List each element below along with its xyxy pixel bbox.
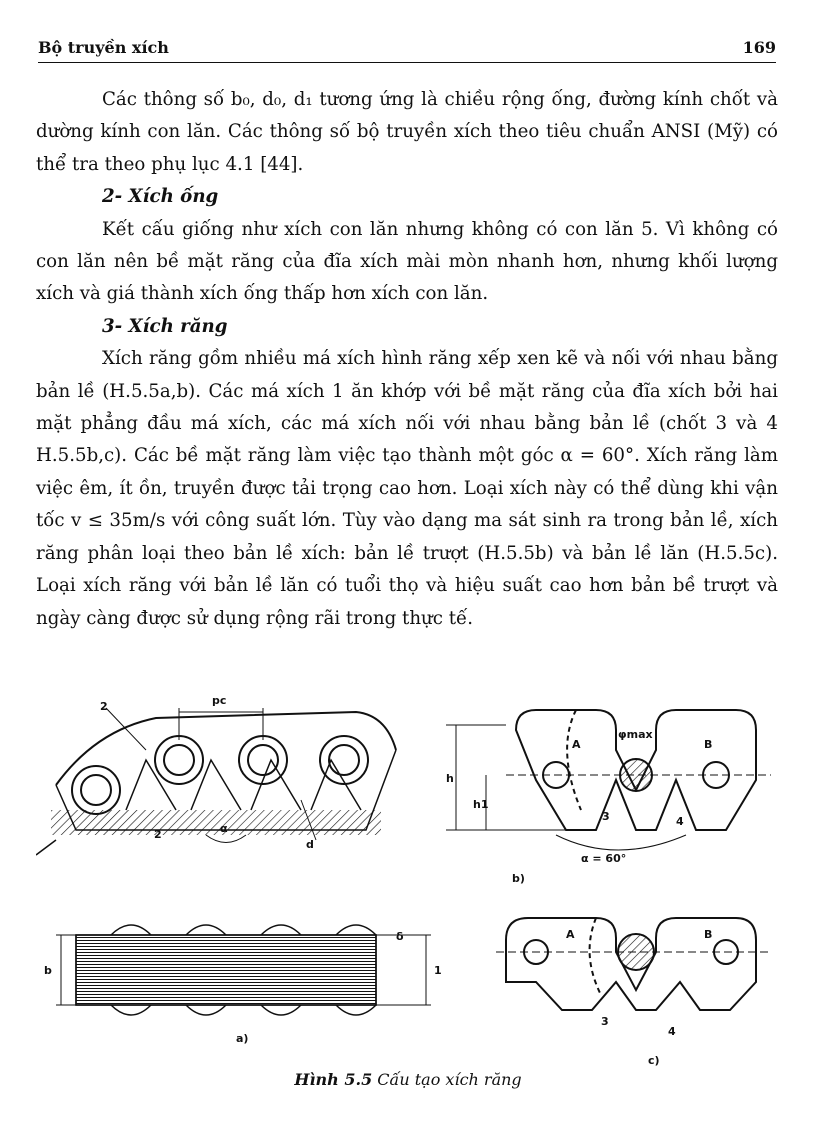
figure-5-5 [36,690,778,1080]
label-alpha-60: α = 60° [581,852,627,865]
label-h1: h1 [473,798,489,811]
paragraph: Xích răng gồm nhiều má xích hình răng xếp xen kẽ và nối với nhau bằng bản lề (H.5.5a,b). Các má xích 1 ăn khớp với bề mặt răng của đĩa xích bởi hai mặt phẳng đầu má xích, các má xích nối với nhau bằng bản lề (chốt 3 và 4 H.5.5b,c). Các bề mặt răng làm việc tạo thành một góc α = 60°. Xích răng làm việc êm, ít ồn, truyền được tải trọng cao hơn. Loại xích này có thể dùng khi vận tốc v ≤ 35m/s với công suất lớn. Tùy vào dạng ma sát sinh ra trong bản lề, xích răng phân loại theo bản lề xích: bản lề trượt (H.5.5b) và bản lề lăn (H.5.5c). Loại xích răng với bản lề lăn có tuổi thọ và hiệu suất cao hơn bản bề trượt và ngày càng được sử dụng rộng rãi trong thực tế. [36,348,778,629]
chain-top-view-a [56,925,431,1015]
label-2-top: 2 [100,700,108,713]
label-3: 3 [602,810,610,823]
label-2-bottom: 2 [154,828,162,841]
figure-caption [0,1070,816,1089]
body-text [36,84,778,635]
label-pc: pc [212,694,227,707]
link-plate-b [446,710,771,850]
caption-text: Cấu tạo xích răng [377,1070,522,1089]
chapter-title: Bộ truyền xích [38,38,169,57]
caption-number: Hình 5.5 [294,1070,373,1089]
paragraph: Các thông số b₀, d₀, d₁ tương ứng là chiều rộng ống, đường kính chốt và dường kính con lăn. Các thông số bộ truyền xích theo tiêu chuẩn ANSI (Mỹ) có thể tra theo phụ lục 4.1 [44]. [36,89,778,175]
label-B: B [704,738,713,751]
label-4: 4 [676,815,684,828]
page-header [38,36,776,63]
label-alpha: α [220,822,228,835]
page-number: 169 [742,38,776,57]
label-3c: 3 [601,1015,609,1028]
paragraph: Kết cấu giống như xích con lăn nhưng không có con lăn 5. Vì không có con lăn nên bề mặt răng của đĩa xích mài mòn nhanh hơn, nhưng khối lượng xích và giá thành xích ống thấp hơn xích con lăn. [36,218,778,305]
label-Bc: B [704,928,713,941]
label-A: A [572,738,581,751]
panel-a-label: a) [236,1032,249,1045]
link-plate-c [496,918,771,1010]
panel-b-label: b) [512,872,525,885]
label-d: d [306,838,314,851]
section-heading: 3- Xích răng [102,315,228,337]
label-delta: δ [396,930,404,943]
label-phimax: φmax [618,728,653,741]
section-heading: 2- Xích ống [102,186,219,208]
label-1: 1 [434,964,442,977]
label-Ac: A [566,928,575,941]
label-h: h [446,772,454,785]
label-b: b [44,964,52,977]
figure-drawing [36,690,778,1070]
sprocket-drawing [36,708,396,855]
panel-c-label: c) [648,1054,660,1067]
label-4c: 4 [668,1025,676,1038]
